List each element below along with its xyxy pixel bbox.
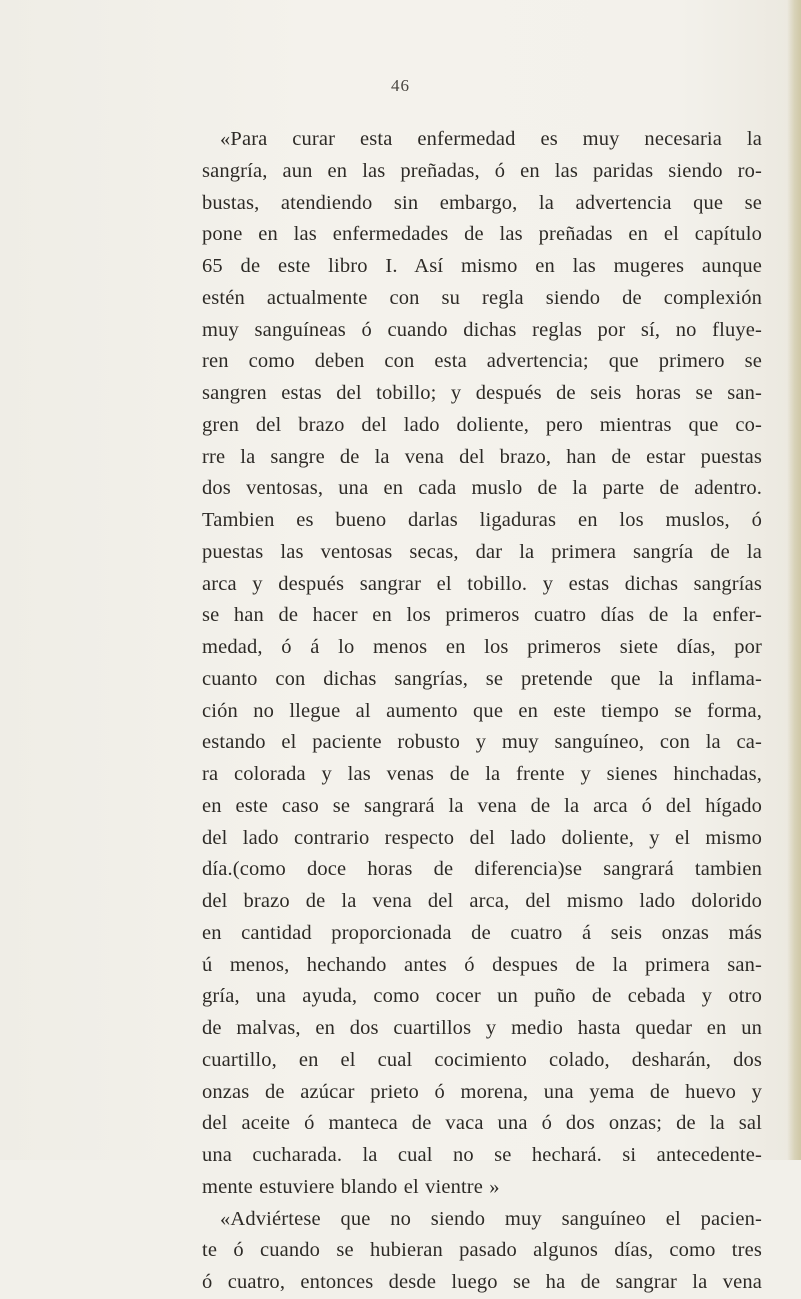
text-line: dos ventosas, una en cada muslo de la parte de adentro. — [202, 477, 762, 500]
text-line: sangren estas del tobillo; y después de seis horas se san- — [202, 382, 762, 404]
text-line: se han de hacer en los primeros cuatro días de la enfer- — [202, 604, 762, 627]
text-line: mente estuviere blando el vientre » — [202, 1175, 500, 1198]
text-line: bustas, atendiendo sin embargo, la advertencia que se — [202, 191, 762, 214]
text-line: arca y después sangrar el tobillo. y estas dichas sangrías — [202, 572, 762, 595]
text-line: una cucharada. la cual no se hechará. si antecedente- — [202, 1144, 762, 1166]
text-line: medad, ó á lo menos en los primeros siete días, por — [202, 636, 762, 658]
text-line: estando el paciente robusto y muy sanguíneo, con la ca- — [202, 731, 762, 754]
text-line: 65 de este libro I. Así mismo en las mugeres aunque — [202, 255, 762, 277]
text-line: «Adviértese que no siendo muy sanguíneo el pacien- — [220, 1207, 762, 1230]
body-text — [202, 124, 762, 1299]
text-line: ra colorada y las venas de la frente y sienes hinchadas, — [202, 763, 762, 785]
text-line: del brazo de la vena del arca, del mismo lado dolorido — [202, 890, 762, 912]
text-line: del aceite ó manteca de vaca una ó dos onzas; de la sal — [202, 1112, 762, 1135]
text-line: gría, una ayuda, como cocer un puño de cebada y otro — [202, 985, 762, 1008]
text-line: Tambien es bueno darlas ligaduras en los muslos, ó — [202, 509, 762, 531]
text-line: ó cuatro, entonces desde luego se ha de sangrar la vena — [202, 1271, 762, 1293]
text-line: sangría, aun en las preñadas, ó en las paridas siendo ro- — [202, 159, 762, 182]
text-line: puestas las ventosas secas, dar la primera sangría de la — [202, 540, 762, 563]
text-line: en cantidad proporcionada de cuatro á seis onzas más — [202, 921, 762, 944]
text-line: de malvas, en dos cuartillos y medio hasta quedar en un — [202, 1017, 762, 1039]
text-line: del lado contrario respecto del lado doliente, y el mismo — [202, 826, 762, 849]
text-line: ú menos, hechando antes ó despues de la primera san- — [202, 953, 762, 976]
text-line: «Para curar esta enfermedad es muy necesaria la — [220, 128, 762, 150]
page-number: 46 — [391, 76, 410, 95]
text-line: cuartillo, en el cual cocimiento colado, desharán, dos — [202, 1048, 762, 1071]
text-line: ren como deben con esta advertencia; que primero se — [202, 350, 762, 373]
text-line: en este caso se sangrará la vena de la arca ó del hígado — [202, 794, 762, 817]
text-line: día.(como doce horas de diferencia)se sangrará tambien — [202, 858, 762, 881]
text-line: cuanto con dichas sangrías, se pretende que la inflama- — [202, 667, 762, 690]
text-line: onzas de azúcar prieto ó morena, una yema de huevo y — [202, 1080, 762, 1103]
page-edge — [787, 0, 801, 1160]
text-line: rre la sangre de la vena del brazo, han de estar puestas — [202, 445, 762, 468]
text-line: muy sanguíneas ó cuando dichas reglas por sí, no fluye- — [202, 318, 762, 341]
text-line: te ó cuando se hubieran pasado algunos días, como tres — [202, 1239, 762, 1262]
text-line: ción no llegue al aumento que en este tiempo se forma, — [202, 699, 762, 722]
text-line: gren del brazo del lado doliente, pero mientras que co- — [202, 413, 762, 436]
text-line: estén actualmente con su regla siendo de complexión — [202, 286, 762, 309]
text-line: pone en las enfermedades de las preñadas en el capítulo — [202, 223, 762, 246]
